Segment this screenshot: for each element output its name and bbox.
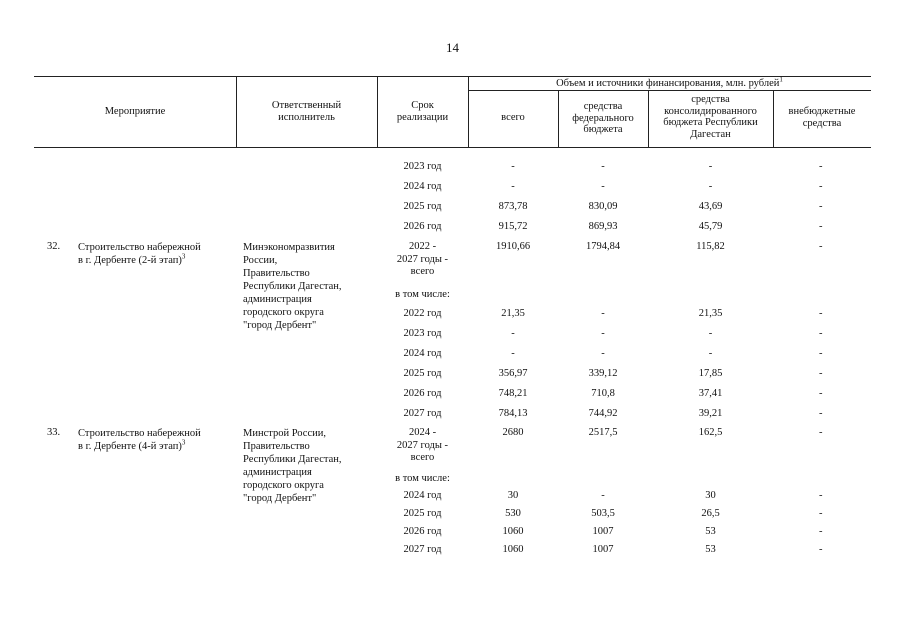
period-cell: 2023 год xyxy=(403,161,442,172)
total-cell: 1060 xyxy=(502,526,524,537)
period-cell: 2022 год xyxy=(403,308,442,319)
federal-cell: 710,8 xyxy=(591,388,615,399)
total-cell: 1060 xyxy=(502,544,524,555)
total-cell: 873,78 xyxy=(498,201,528,212)
federal-cell: 503,5 xyxy=(591,508,615,519)
period-cell: 2025 год xyxy=(403,508,442,519)
period-cell: 2024 год xyxy=(403,348,442,359)
extra-cell: - xyxy=(819,388,823,399)
summary-regional: 115,82 xyxy=(696,241,725,252)
period-cell: 2024 год xyxy=(403,490,442,501)
regional-cell: 30 xyxy=(705,490,716,501)
total-cell: 915,72 xyxy=(498,221,528,232)
period-cell: 2026 год xyxy=(403,526,442,537)
regional-cell: - xyxy=(708,348,713,359)
federal-cell: - xyxy=(601,308,605,319)
total-cell: 356,97 xyxy=(498,368,528,379)
header-event: Мероприятие xyxy=(104,106,166,117)
summary-total: 2680 xyxy=(502,427,524,438)
header-responsible: Ответственный исполнитель xyxy=(271,100,342,123)
total-cell: - xyxy=(511,328,515,339)
regional-cell: 37,41 xyxy=(698,388,723,399)
regional-cell: 39,21 xyxy=(698,408,723,419)
item-name: Строительство набережной в г. Дербенте (4-й этап)$^3$ xyxy=(78,428,201,452)
extra-cell: - xyxy=(819,181,823,192)
extra-cell: - xyxy=(819,408,823,419)
total-cell: - xyxy=(511,181,515,192)
federal-cell: - xyxy=(601,328,605,339)
extra-cell: - xyxy=(819,508,823,519)
item-responsible: Минстрой России, Правительство Республики Дагестан, администрация городского округа "город Дербент" xyxy=(243,428,342,504)
regional-cell: 21,35 xyxy=(698,308,723,319)
period-cell: 2025 год xyxy=(403,201,442,212)
federal-cell: - xyxy=(601,348,605,359)
federal-cell: 869,93 xyxy=(588,221,618,232)
federal-cell: 1007 xyxy=(592,526,614,537)
federal-cell: 339,12 xyxy=(588,368,618,379)
funding-group-rule xyxy=(468,90,871,91)
total-cell: - xyxy=(511,348,515,359)
regional-cell: 26,5 xyxy=(701,508,720,519)
summary-total: 1910,66 xyxy=(495,241,531,252)
extra-cell: - xyxy=(819,348,823,359)
regional-cell: 17,85 xyxy=(698,368,723,379)
table-top-rule xyxy=(34,76,871,77)
period-cell: 2027 год xyxy=(403,408,442,419)
header-federal: средства федерального бюджета xyxy=(572,101,634,135)
extra-cell: - xyxy=(819,201,823,212)
federal-cell: 744,92 xyxy=(588,408,618,419)
header-total: всего xyxy=(501,112,525,123)
summary-extra: - xyxy=(819,427,823,438)
federal-cell: - xyxy=(601,490,605,501)
extra-cell: - xyxy=(819,221,823,232)
summary-regional: 162,5 xyxy=(698,427,723,438)
extra-cell: - xyxy=(819,161,823,172)
header-extrabudget: внебюджетные средства xyxy=(788,106,856,129)
regional-cell: - xyxy=(708,181,713,192)
period-cell: 2024 год xyxy=(403,181,442,192)
extra-cell: - xyxy=(819,328,823,339)
summary-period: 2024 - 2027 годы - всего xyxy=(396,427,449,463)
federal-cell: 1007 xyxy=(592,544,614,555)
extra-cell: - xyxy=(819,308,823,319)
summary-period: 2022 - 2027 годы - всего xyxy=(396,241,449,277)
total-cell: 748,21 xyxy=(498,388,528,399)
page-number: 14 xyxy=(446,40,459,55)
item-number: 32. xyxy=(47,241,61,252)
total-cell: - xyxy=(511,161,515,172)
item-name: Строительство набережной в г. Дербенте (2-й этап)$^3$ xyxy=(78,242,201,266)
total-cell: 784,13 xyxy=(498,408,528,419)
total-cell: 30 xyxy=(507,490,519,501)
federal-cell: - xyxy=(601,181,605,192)
period-cell: 2026 год xyxy=(403,221,442,232)
summary-federal: 1794,84 xyxy=(585,241,621,252)
extra-cell: - xyxy=(819,490,823,501)
regional-cell: 53 xyxy=(705,526,716,537)
item-number: 33. xyxy=(47,427,61,438)
period-cell: 2025 год xyxy=(403,368,442,379)
item-responsible: Минэкономразвития России, Правительство Республики Дагестан, администрация городского округа "город Дербент" xyxy=(243,242,342,331)
regional-cell: 53 xyxy=(705,544,716,555)
extra-cell: - xyxy=(819,544,823,555)
federal-cell: - xyxy=(601,161,605,172)
total-cell: 21,35 xyxy=(501,308,525,319)
including-label: в том числе: xyxy=(395,289,450,300)
regional-cell: 45,79 xyxy=(698,221,723,232)
extra-cell: - xyxy=(819,526,823,537)
summary-federal: 2517,5 xyxy=(588,427,618,438)
extra-cell: - xyxy=(819,368,823,379)
regional-cell: - xyxy=(708,161,713,172)
regional-cell: 43,69 xyxy=(698,201,723,212)
summary-extra: - xyxy=(819,241,823,252)
period-cell: 2027 год xyxy=(403,544,442,555)
including-label: в том числе: xyxy=(395,473,450,484)
header-funding-group: Объем и источники финансирования, млн. рублей$^1$ xyxy=(556,75,783,89)
period-cell: 2026 год xyxy=(403,388,442,399)
regional-cell: - xyxy=(708,328,713,339)
header-period: Срок реализации xyxy=(396,100,449,123)
header-bottom-rule xyxy=(34,147,871,148)
total-cell: 530 xyxy=(505,508,521,519)
federal-cell: 830,09 xyxy=(588,201,618,212)
period-cell: 2023 год xyxy=(403,328,442,339)
header-regional: средства консолидированного бюджета Республики Дагестан xyxy=(663,94,758,140)
